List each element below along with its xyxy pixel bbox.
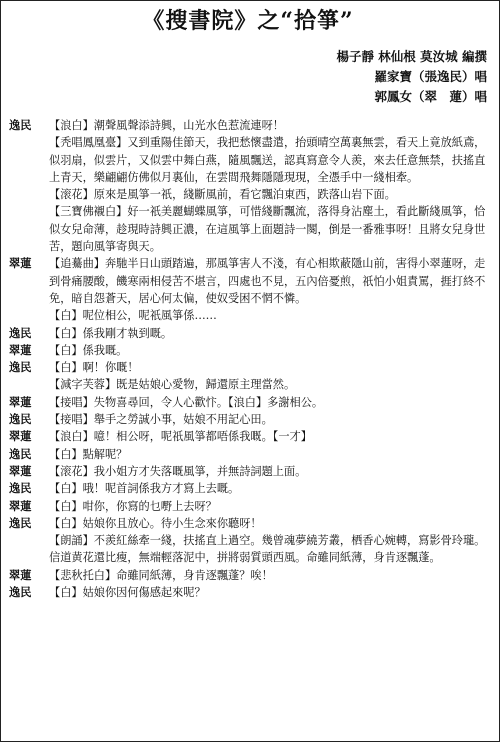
line-text: 【浪白】潮聲風聲添詩興，山光水色惹流連呀！ [49, 119, 284, 132]
script-line [9, 117, 487, 134]
credit-authors: 楊子靜 林仙根 莫汝城 編撰 [336, 49, 487, 64]
speaker-name: 逸民 [9, 515, 32, 530]
line-text: 【白】哦！呢首詞係我方才寫上去嘅。 [49, 482, 240, 496]
script-line [9, 428, 487, 445]
speaker-name: 逸民 [9, 585, 32, 600]
script-line [9, 498, 487, 515]
speaker-name: 翠蓮 [9, 429, 32, 444]
line-text: 【秃唱鳳凰臺】又到重陽佳節天，我把愁懷盡遣，抬頭晴空萬裏無雲，看天上竟放紙鳶，似羽扇，似雲片，又似雲中舞白燕，隨風飄送，認真寫意令人羨，來去任意無禁，扶搖直上青天，樂翩翩仿佛似月裏仙，在雲間飛舞隱隱現現，全憑手中一綫相牽。 [49, 136, 486, 184]
speaker-name [9, 186, 49, 203]
script-line [9, 532, 487, 567]
speaker-name: 翠蓮 [9, 256, 32, 271]
line-text: 【朗誦】不羨紅絲牽一綫，扶搖直上過空。幾曾魂夢繞芳叢，栖香心婉轉，寫影骨玲瓏。信道黄花還比瘦，無端輕落泥中，拼將弱質頭西風。命雖同紙薄，身肯逐飄蓬。 [49, 534, 486, 565]
speaker-name [9, 134, 49, 186]
line-text: 【接唱】失物喜尋回，令人心歡忭。【浪白】多謝相公。 [49, 395, 324, 409]
line-text: 【白】係我嘅。 [49, 343, 128, 357]
script-line [9, 480, 487, 497]
speaker-name: 翠蓮 [9, 463, 32, 478]
line-text: 【白】呢位相公，呢祇風箏係…… [49, 309, 217, 323]
speaker-name: 翠蓮 [9, 498, 32, 513]
speaker-name: 逸民 [9, 118, 32, 132]
script-line [9, 307, 487, 324]
script-line [9, 463, 487, 480]
script-lines [9, 117, 487, 601]
script-line [9, 411, 487, 428]
speaker-name: 翠蓮 [9, 394, 32, 409]
speaker-name: 翠蓮 [9, 567, 32, 582]
credits-block [9, 47, 487, 107]
speaker-name: 逸民 [9, 412, 32, 427]
script-line [9, 342, 487, 359]
line-text: 【白】啊！你嘅！ [49, 361, 139, 375]
speaker-name: 逸民 [9, 446, 32, 461]
line-text: 【接唱】舉手之勞誠小事，姑娘不用記心田。 [49, 413, 273, 427]
credit-singer-female: 郭鳳女（翠 蓮）唱 [374, 89, 487, 104]
line-text: 【白】係我剛才執到嘅。 [49, 326, 173, 340]
line-text: 【白】點解呢？ [49, 447, 128, 461]
speaker-name: 逸民 [9, 325, 32, 340]
script-line [9, 134, 487, 186]
line-text: 【三寶佛襯白】好一祇美麗蝴蝶風箏，可惜綫斷飄流，落得身沾塵土，看此斷綫風箏，恰似女兒命薄，趁現時詩興正濃，在這風箏上面題詩一闋，倒是一番雅事呀！且將女兒身世苦，題向風箏寄與天。 [49, 205, 486, 254]
page-title: 《搜書院》之“拾箏” [142, 8, 354, 34]
script-line [9, 186, 487, 203]
speaker-name [9, 203, 49, 255]
line-text: 【白】咁你，你寫的乜嘢上去呀？ [49, 499, 217, 513]
line-text: 【白】姑娘你且放心。待小生念來你聽呀！ [49, 516, 262, 530]
credit-singer-male: 羅家寶（張逸民）唱 [374, 69, 487, 84]
line-text: 【追驀曲】奔馳半日山頭踏遍，那風箏害人不淺，有心相欺蔽隱山前，害得小翠蓮呀，走到骨痛腰酸，饑寒兩相侵苦不堪言，四處也不見，五內倍憂煎，祇怕小姐責罵，捱打終不免，暗自怨蒼天，居心何太偏，使奴受困不惘不憐。 [49, 257, 486, 305]
script-line [9, 394, 487, 411]
speaker-name [9, 532, 49, 567]
script-line [9, 376, 487, 393]
speaker-name [9, 376, 49, 393]
speaker-name: 逸民 [9, 360, 32, 375]
line-text: 【減字芙蓉】既是姑娘心愛物，歸還原主理當然。 [49, 378, 296, 392]
script-line [9, 446, 487, 463]
script-line [9, 515, 487, 532]
line-text: 【滚花】原來是風箏一祇，綫斷風前，看它飄泊東西，跌落山岩下面。 [49, 188, 396, 202]
script-line [9, 255, 487, 307]
speaker-name: 翠蓮 [9, 342, 32, 357]
line-text: 【滚花】我小姐方才失落嘅風箏，并無詩詞題上面。 [49, 464, 307, 478]
script-line [9, 325, 487, 342]
line-text: 【悲秋托白】命雖同紙薄，身肯逐飄蓬？唉！ [49, 568, 273, 582]
script-line [9, 567, 487, 584]
script-line [9, 203, 487, 255]
script-line [9, 359, 487, 376]
line-text: 【白】姑娘你因何傷感起來呢？ [49, 586, 206, 600]
speaker-name [9, 307, 49, 324]
script-line [9, 584, 487, 601]
line-text: 【浪白】噫！相公呀，呢祇風箏都唔係我嘅。【一才】 [49, 430, 312, 444]
speaker-name: 逸民 [9, 481, 32, 496]
